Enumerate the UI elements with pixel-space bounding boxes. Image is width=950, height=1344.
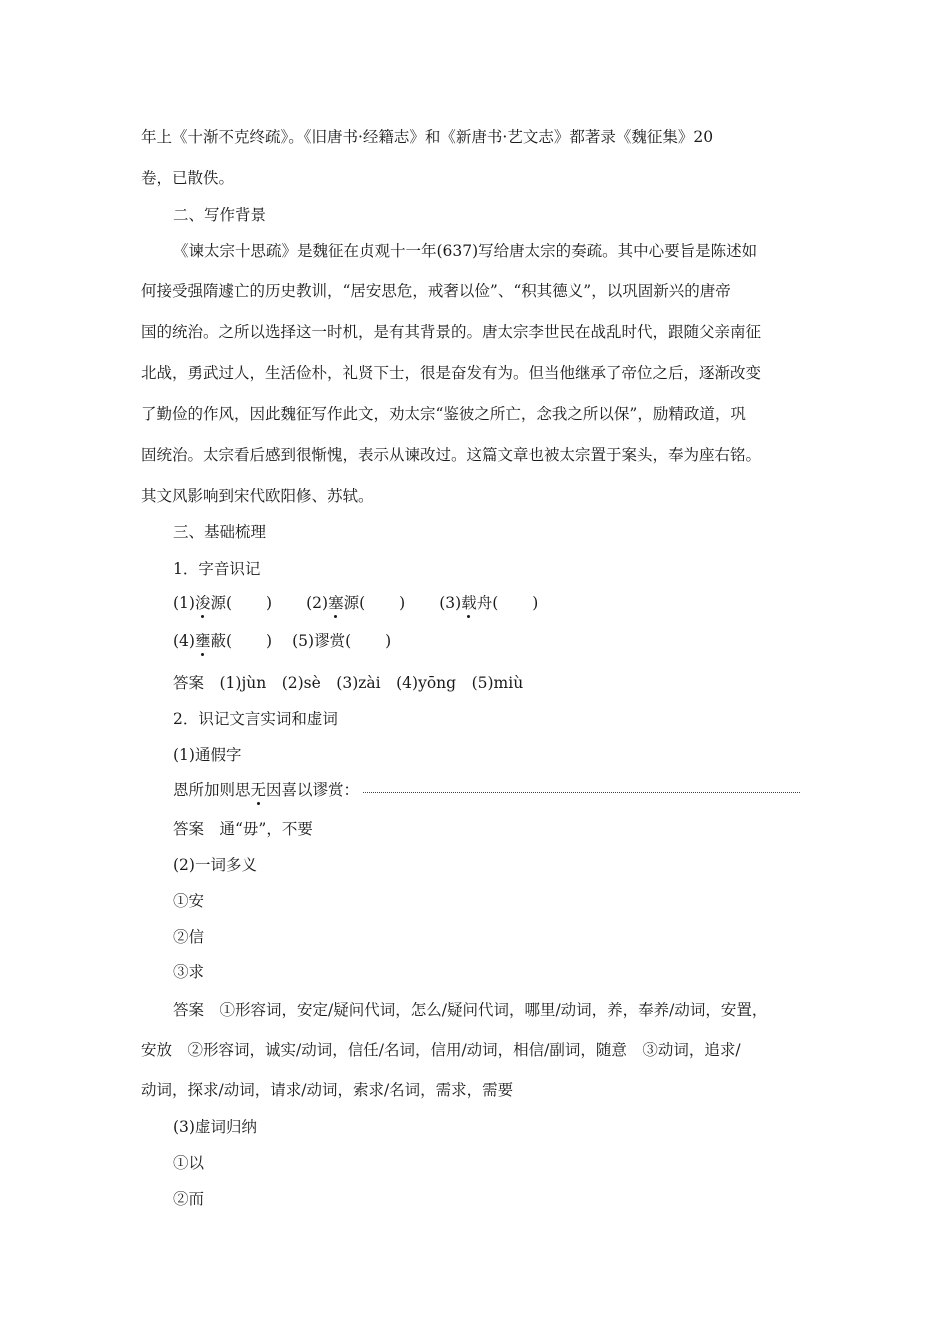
question-number: (2)	[306, 594, 329, 612]
close-paren: )	[399, 594, 406, 612]
question-text: 源(	[343, 594, 366, 612]
close-paren: )	[266, 594, 273, 612]
subheading-polysemy: (2)一词多义	[173, 856, 257, 874]
question-text: 恩所加则思	[173, 781, 251, 799]
question-number: (3)	[439, 594, 462, 612]
subheading-function-words: (3)虚词归纳	[173, 1118, 257, 1136]
pronunciation-questions-row-1	[173, 596, 538, 612]
question-number: (4)	[173, 632, 195, 650]
polysemy-answer-line: 动词，探求/动词，请求/动词，索求/名词，需求，需要	[141, 1081, 514, 1099]
answer-fill-line	[363, 791, 800, 793]
dotted-char: 载	[461, 594, 477, 612]
paragraph-line: 何接受强隋遽亡的历史教训，“居安思危，戒奢以俭”、“积其德义”，以巩固新兴的唐帝	[141, 282, 731, 300]
polysemy-item-xin: ②信	[173, 928, 205, 946]
section-heading-writing-background: 二、写作背景	[173, 206, 267, 224]
tongjiazi-answer: 答案 通“毋”，不要	[173, 820, 313, 838]
function-word-item-er: ②而	[173, 1190, 205, 1208]
polysemy-item-qiu: ③求	[173, 963, 205, 981]
question-text: 因喜以谬赏：	[266, 781, 360, 799]
close-paren: )	[385, 632, 392, 650]
paragraph-line: 了勤俭的作风，因此魏征写作此文，劝太宗“鉴彼之所亡，念我之所以保”，励精政道，巩	[141, 405, 746, 423]
close-paren: )	[266, 632, 273, 650]
polysemy-item-an: ①安	[173, 892, 205, 910]
paragraph-line: 北战，勇武过人，生活俭朴，礼贤下士，很是奋发有为。但当他继承了帝位之后，逐渐改变	[141, 364, 762, 382]
subheading-vocabulary: 2．识记文言实词和虚词	[173, 710, 338, 728]
subheading-pronunciation: 1．字音识记	[173, 560, 261, 578]
section-heading-basics: 三、基础梳理	[173, 523, 267, 541]
dotted-char: 壅	[194, 632, 211, 650]
question-number: (1)	[173, 594, 195, 612]
question-text: 舟(	[476, 594, 499, 612]
dotted-char: 无	[250, 781, 267, 799]
question-text: (5)谬赏(	[292, 632, 352, 650]
question-text: 源(	[210, 594, 233, 612]
question-text: 蔽(	[210, 632, 233, 650]
paragraph-line: 其文风影响到宋代欧阳修、苏轼。	[141, 487, 374, 505]
polysemy-answer-line: 答案 ①形容词，安定/疑问代词，怎么/疑问代词，哪里/动词，养，奉养/动词，安置，	[173, 1001, 768, 1019]
paragraph-line: 卷，已散佚。	[141, 169, 235, 187]
tongjiazi-question	[173, 783, 800, 799]
paragraph-line: 固统治。太宗看后感到很惭愧，表示从谏改过。这篇文章也被太宗置于案头，奉为座右铭。	[141, 446, 762, 464]
paragraph-line: 国的统治。之所以选择这一时机，是有其背景的。唐太宗李世民在战乱时代，跟随父亲南征	[141, 323, 762, 341]
dotted-char: 浚	[194, 594, 211, 612]
paragraph-line: 年上《十渐不克终疏》。《旧唐书·经籍志》和《新唐书·艺文志》都著录《魏征集》20	[141, 128, 714, 146]
pronunciation-questions-row-2	[173, 634, 391, 650]
paragraph-line: 《谏太宗十思疏》是魏征在贞观十一年(637)写给唐太宗的奏疏。其中心要旨是陈述如	[173, 242, 758, 260]
subheading-tongjiazi: (1)通假字	[173, 746, 242, 764]
function-word-item-yi: ①以	[173, 1154, 205, 1172]
pronunciation-answer: 答案 (1)jùn (2)sè (3)zài (4)yōng (5)miù	[173, 674, 524, 692]
close-paren: )	[532, 594, 539, 612]
polysemy-answer-line: 安放 ②形容词，诚实/动词，信任/名词，信用/动词，相信/副词，随意 ③动词，追求/	[141, 1041, 741, 1059]
dotted-char: 塞	[328, 594, 344, 612]
